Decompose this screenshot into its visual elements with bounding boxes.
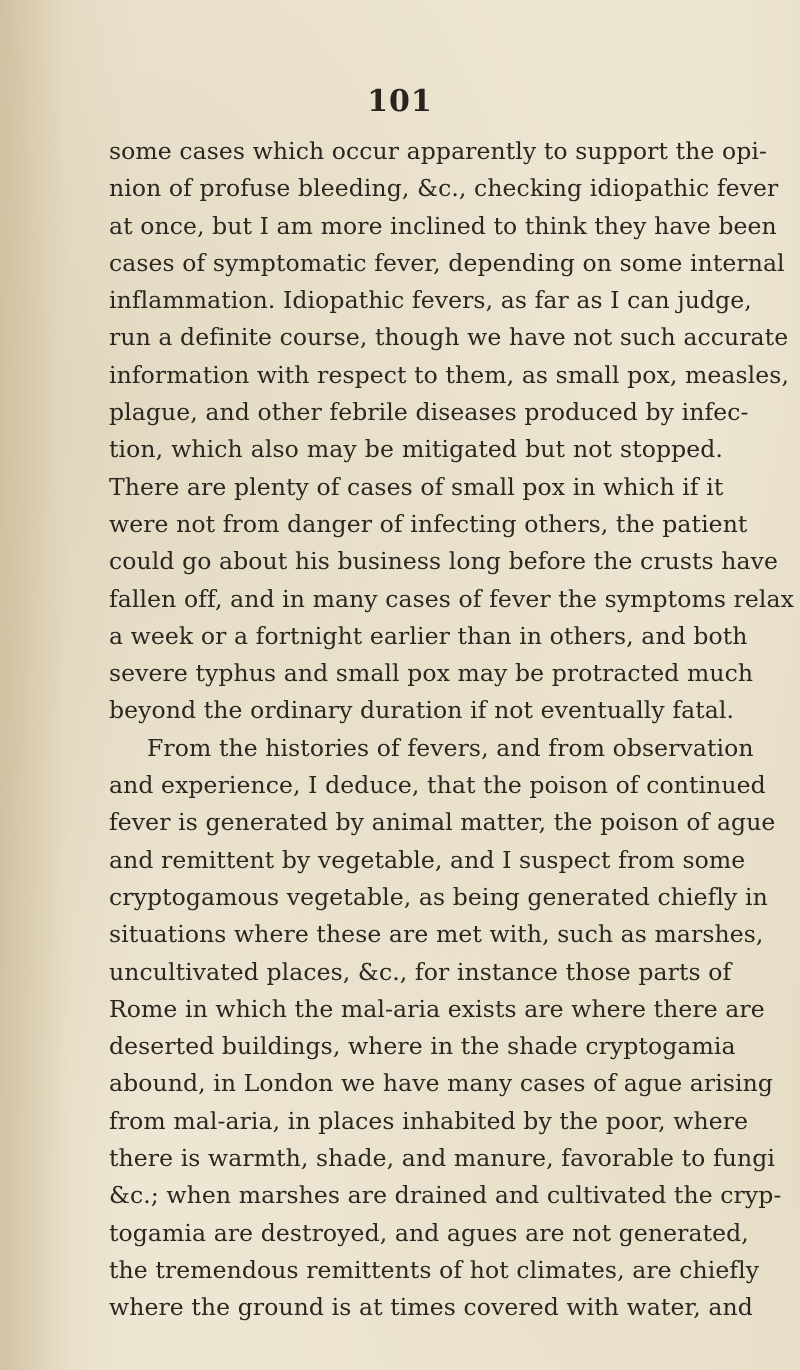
text-line: uncultivated places, &c., for instance those parts of [109, 957, 732, 986]
text-line: were not from danger of infecting others, the patient [109, 509, 748, 538]
text-line: situations where these are met with, such as marshes, [109, 920, 764, 949]
text-line: tion, which also may be mitigated but not stopped. [109, 435, 723, 464]
text-line: From the histories of fevers, and from observation [147, 733, 754, 762]
text-line: fallen off, and in many cases of fever the symptoms relax [109, 584, 794, 613]
text-line: abound, in London we have many cases of ague arising [109, 1069, 773, 1098]
text-line: some cases which occur apparently to support the opi- [109, 137, 768, 165]
text-line: from mal-aria, in places inhabited by the poor, where [109, 1106, 749, 1135]
text-line: togamia are destroyed, and agues are not generated, [109, 1218, 749, 1247]
body-text [109, 133, 794, 1327]
text-line: at once, but I am more inclined to think they have been [109, 211, 777, 240]
text-line: cryptogamous vegetable, as being generated chiefly in [109, 882, 768, 911]
page-number: 101 [367, 84, 433, 119]
text-line: a week or a fortnight earlier than in others, and both [109, 621, 748, 650]
text-line: &c.; when marshes are drained and cultivated the cryp- [109, 1181, 782, 1210]
text-line: where the ground is at times covered with water, and [109, 1293, 753, 1322]
text-line: could go about his business long before the crusts have [109, 547, 779, 576]
text-line: and remittent by vegetable, and I suspect from some [109, 845, 746, 874]
text-line: plague, and other febrile diseases produced by infec- [109, 398, 749, 427]
text-line: inflammation. Idiopathic fevers, as far as I can judge, [109, 286, 752, 315]
text-line: deserted buildings, where in the shade cryptogamia [109, 1032, 736, 1061]
text-line: fever is generated by animal matter, the poison of ague [109, 808, 776, 837]
text-line: cases of symptomatic fever, depending on some internal [109, 248, 785, 277]
text-line: nion of profuse bleeding, &c., checking idiopathic fever [109, 174, 779, 203]
text-line: Rome in which the mal-aria exists are where there are [109, 994, 765, 1023]
page-edge-shading [0, 0, 70, 1370]
text-line: information with respect to them, as small pox, measles, [109, 360, 790, 389]
text-line: There are plenty of cases of small pox in which if it [109, 472, 724, 501]
text-line: beyond the ordinary duration if not eventually fatal. [109, 696, 735, 725]
text-line: severe typhus and small pox may be protracted much [109, 659, 754, 688]
text-line: and experience, I deduce, that the poison of continued [109, 771, 766, 800]
text-line: the tremendous remittents of hot climates, are chiefly [109, 1255, 760, 1284]
text-line: there is warmth, shade, and manure, favorable to fungi [109, 1144, 776, 1173]
text-line: run a definite course, though we have not such accurate [109, 323, 789, 352]
